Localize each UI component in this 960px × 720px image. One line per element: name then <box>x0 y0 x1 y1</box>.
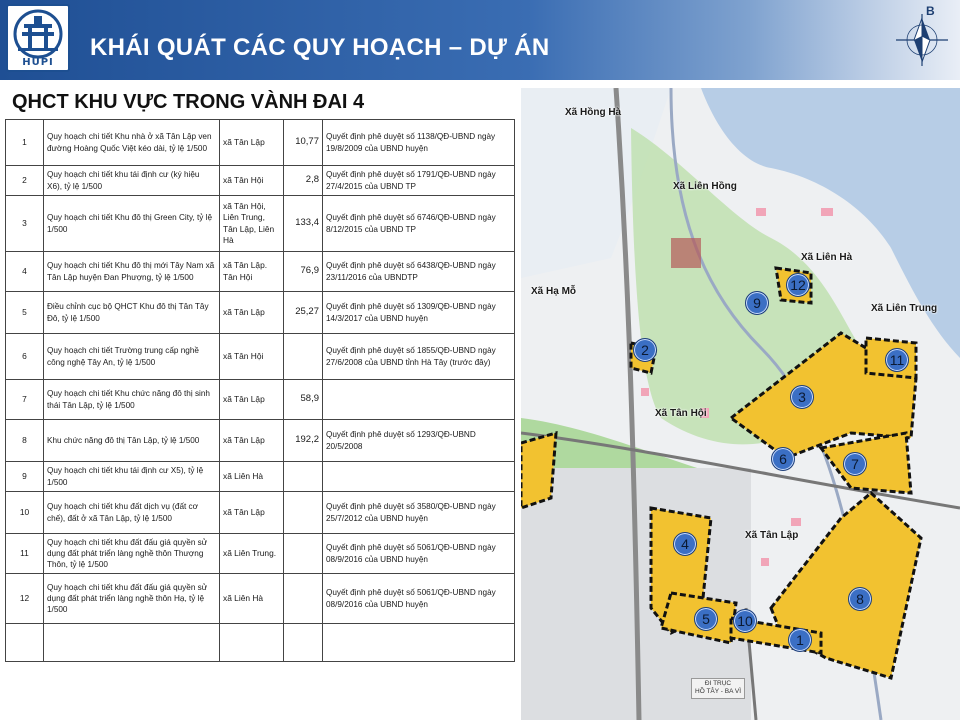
cell-plan-name: Quy hoạch chi tiết khu đất đấu giá quyền sử dụng đất phát triển làng nghề thôn Thượng Thôn, tỷ lệ 1/500 <box>44 534 220 574</box>
cell-area-ha <box>284 574 323 624</box>
label-lien-hong: Xã Liên Hồng <box>673 181 737 192</box>
cell-area-ha <box>284 462 323 492</box>
cell-decision <box>323 624 515 662</box>
road-tag <box>691 678 745 699</box>
cell-plan-name: Quy hoạch chi tiết khu tái định cư X5), tỷ lệ 1/500 <box>44 462 220 492</box>
cell-plan-name: Quy hoạch chi tiết Khu nhà ở xã Tân Lập ven đường Hoàng Quốc Việt kéo dài, tỷ lệ 1/500 <box>44 120 220 166</box>
cell-plan-name: Quy hoạch chi tiết Trường trung cấp nghề công nghệ Tây An, tỷ lệ 1/500 <box>44 334 220 380</box>
cell-area-ha <box>284 334 323 380</box>
zone-marker-10[interactable]: 10 <box>733 609 757 633</box>
cell-area-ha <box>284 624 323 662</box>
zone-west <box>521 433 556 508</box>
cell-row-number: 5 <box>6 292 44 334</box>
cell-commune: xã Tân Hội <box>220 334 284 380</box>
cell-plan-name: Khu chức năng đô thị Tân Lập, tỷ lệ 1/500 <box>44 420 220 462</box>
red-block <box>671 238 701 268</box>
zone-marker-1[interactable]: 1 <box>788 628 812 652</box>
cell-area-ha: 76,9 <box>284 252 323 292</box>
cell-decision: Quyết định phê duyệt số 1309/QĐ-UBND ngày 14/3/2017 của UBND huyện <box>323 292 515 334</box>
hupi-logo <box>6 4 70 72</box>
cell-row-number: 1 <box>6 120 44 166</box>
cell-decision: Quyết định phê duyệt số 6438/QĐ-UBND ngày 23/11/2016 của UBNDTP <box>323 252 515 292</box>
zone-marker-7[interactable]: 7 <box>843 452 867 476</box>
cell-row-number: 2 <box>6 166 44 196</box>
table-row <box>6 252 515 292</box>
cell-decision: Quyết định phê duyệt số 3580/QĐ-UBND ngày 25/7/2012 của UBND huyện <box>323 492 515 534</box>
cell-area-ha: 133,4 <box>284 196 323 252</box>
cell-commune: xã Tân Lập <box>220 492 284 534</box>
planning-map <box>521 88 960 720</box>
table-row <box>6 574 515 624</box>
compass-letter: B <box>926 4 935 18</box>
cell-row-number: 4 <box>6 252 44 292</box>
zone-marker-4[interactable]: 4 <box>673 532 697 556</box>
zone-marker-6[interactable]: 6 <box>771 447 795 471</box>
cell-row-number: 8 <box>6 420 44 462</box>
table-row <box>6 462 515 492</box>
cell-decision <box>323 462 515 492</box>
cell-decision: Quyết định phê duyệt số 6746/QĐ-UBND ngày 8/12/2015 của UBND TP <box>323 196 515 252</box>
cell-area-ha <box>284 534 323 574</box>
label-ha-mo: Xã Hạ Mỗ <box>531 286 577 297</box>
table-row <box>6 624 515 662</box>
header-bar <box>0 0 960 80</box>
cell-row-number <box>6 624 44 662</box>
table-row <box>6 420 515 462</box>
table-row <box>6 292 515 334</box>
planning-table <box>5 119 515 662</box>
cell-area-ha: 10,77 <box>284 120 323 166</box>
table-row <box>6 166 515 196</box>
cell-area-ha <box>284 492 323 534</box>
cell-decision: Quyết định phê duyệt số 1138/QĐ-UBND ngày 19/8/2009 của UBND huyện <box>323 120 515 166</box>
zone-marker-2[interactable]: 2 <box>633 338 657 362</box>
label-lien-ha: Xã Liên Hà <box>801 252 853 263</box>
cell-row-number: 11 <box>6 534 44 574</box>
cell-plan-name: Quy hoạch chi tiết Khu đô thị Green City, tỷ lệ 1/500 <box>44 196 220 252</box>
zone-marker-5[interactable]: 5 <box>694 607 718 631</box>
cell-plan-name: Quy hoạch chi tiết khu đất dịch vụ (đất cơ chế), đất ở xã Tân Lập, tỷ lệ 1/500 <box>44 492 220 534</box>
cell-decision <box>323 380 515 420</box>
cell-commune: xã Tân Hội <box>220 166 284 196</box>
zone-marker-3[interactable]: 3 <box>790 385 814 409</box>
cell-row-number: 10 <box>6 492 44 534</box>
label-lien-trung: Xã Liên Trung <box>871 303 938 314</box>
cell-area-ha: 58,9 <box>284 380 323 420</box>
road-tag-line2: HỒ TÂY - BA VÌ <box>695 688 741 696</box>
cell-decision: Quyết định phê duyệt số 5061/QĐ-UBND ngày 08/9/2016 của UBND huyện <box>323 574 515 624</box>
cell-area-ha: 192,2 <box>284 420 323 462</box>
cell-decision: Quyết định phê duyệt số 1791/QĐ-UBND ngày 27/4/2015 của UBND TP <box>323 166 515 196</box>
cell-row-number: 12 <box>6 574 44 624</box>
cell-commune: xã Tân Lập <box>220 292 284 334</box>
table-row <box>6 380 515 420</box>
page-title: KHÁI QUÁT CÁC QUY HOẠCH – DỰ ÁN <box>90 34 550 61</box>
cell-row-number: 9 <box>6 462 44 492</box>
label-tan-hoi: Xã Tân Hội <box>655 408 707 419</box>
cell-commune: xã Liên Hà <box>220 462 284 492</box>
cell-commune: xã Tân Hội, Liên Trung, Tân Lập, Liên Hà <box>220 196 284 252</box>
cell-row-number: 6 <box>6 334 44 380</box>
logo-text: HUPI <box>22 57 54 68</box>
cell-row-number: 7 <box>6 380 44 420</box>
zone-marker-8[interactable]: 8 <box>848 587 872 611</box>
cell-decision: Quyết định phê duyệt số 1293/QĐ-UBND 20/5/2008 <box>323 420 515 462</box>
compass-icon <box>888 4 956 72</box>
cell-area-ha: 2,8 <box>284 166 323 196</box>
cell-commune: xã Tân Lập <box>220 380 284 420</box>
cell-plan-name <box>44 624 220 662</box>
zone-marker-11[interactable]: 11 <box>885 348 909 372</box>
cell-plan-name: Quy hoạch chi tiết khu đất đấu giá quyền sử dụng đất phát triển làng nghề thôn Hạ, tỷ lệ 1/500 <box>44 574 220 624</box>
cell-plan-name: Quy hoạch chi tiết khu tái định cư (ký hiệu X6), tỷ lệ 1/500 <box>44 166 220 196</box>
label-hong-ha: Xã Hồng Hà <box>565 107 622 118</box>
cell-commune: xã Tân Lập <box>220 420 284 462</box>
cell-row-number: 3 <box>6 196 44 252</box>
table-row <box>6 120 515 166</box>
section-subtitle: QHCT KHU VỰC TRONG VÀNH ĐAI 4 <box>12 91 365 113</box>
zone-marker-9[interactable]: 9 <box>745 291 769 315</box>
table-row <box>6 334 515 380</box>
table-row <box>6 492 515 534</box>
cell-plan-name: Quy hoạch chi tiết Khu chức năng đô thị sinh thái Tân Lập, tỷ lệ 1/500 <box>44 380 220 420</box>
cell-commune: xã Liên Trung. <box>220 534 284 574</box>
cell-decision: Quyết định phê duyệt số 1855/QĐ-UBND ngày 27/6/2008 của UBND tỉnh Hà Tây (trước đây) <box>323 334 515 380</box>
table-row <box>6 196 515 252</box>
cell-area-ha: 25,27 <box>284 292 323 334</box>
cell-commune: xã Liên Hà <box>220 574 284 624</box>
cell-plan-name: Điều chỉnh cục bộ QHCT Khu đô thị Tân Tây Đô, tỷ lệ 1/500 <box>44 292 220 334</box>
cell-commune <box>220 624 284 662</box>
road-tag-line1: ĐI TRỤC <box>704 680 732 687</box>
table-row <box>6 534 515 574</box>
cell-commune: xã Tân Lập. Tân Hội <box>220 252 284 292</box>
label-tan-lap: Xã Tân Lập <box>745 530 799 541</box>
zone-marker-12[interactable]: 12 <box>786 273 810 297</box>
planning-table-body <box>6 120 515 662</box>
cell-decision: Quyết định phê duyệt số 5061/QĐ-UBND ngày 08/9/2016 của UBND huyện <box>323 534 515 574</box>
cell-plan-name: Quy hoạch chi tiết Khu đô thị mới Tây Nam xã Tân Lập huyện Đan Phượng, tỷ lệ 1/500 <box>44 252 220 292</box>
cell-commune: xã Tân Lập <box>220 120 284 166</box>
